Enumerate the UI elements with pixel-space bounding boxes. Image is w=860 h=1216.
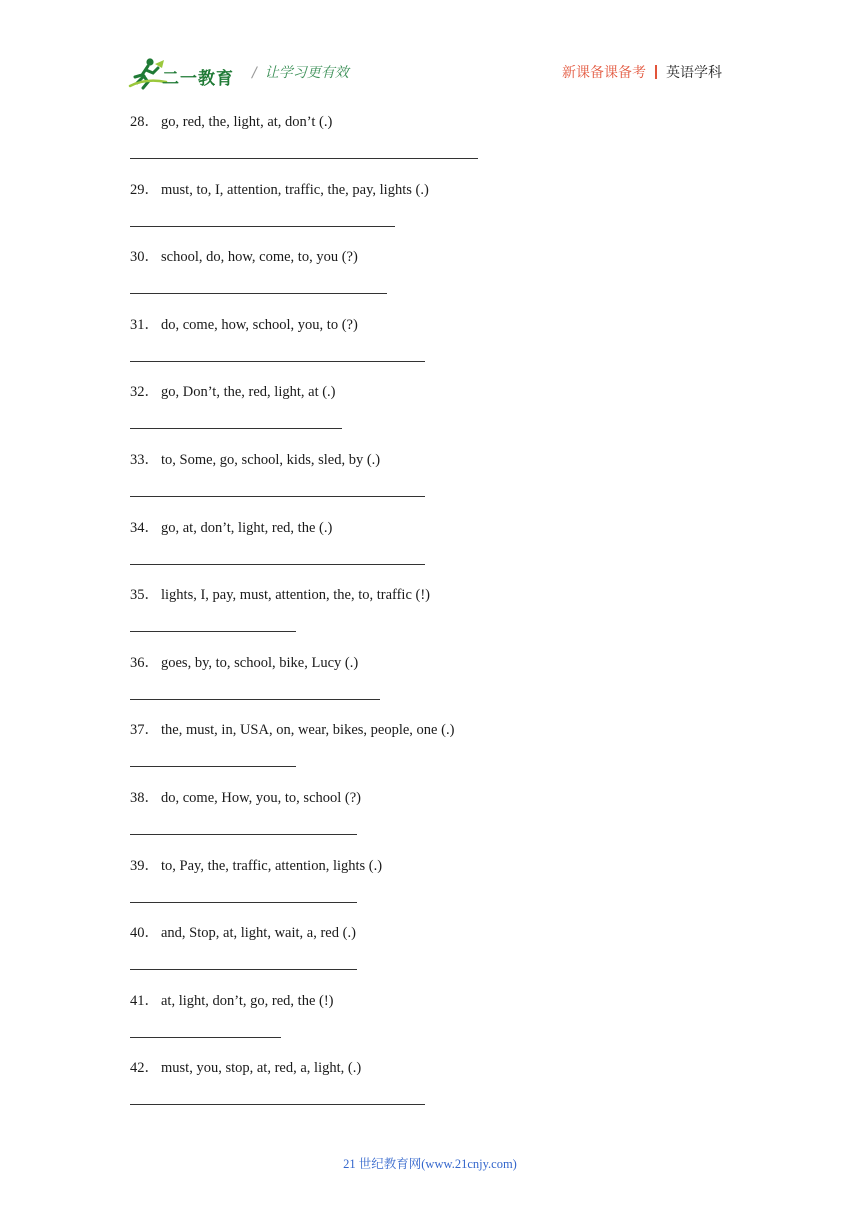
- question-prompt: [130, 857, 382, 875]
- answer-line[interactable]: [130, 834, 357, 835]
- header-right: [562, 62, 722, 82]
- question-item: [130, 583, 730, 651]
- question-words: school, do, how, come, to, you (?): [161, 249, 358, 266]
- question-number: 41．: [130, 992, 159, 1009]
- question-item: [130, 854, 730, 922]
- answer-line[interactable]: [130, 428, 342, 429]
- question-prompt: [130, 1059, 361, 1077]
- question-prompt: [130, 113, 332, 131]
- question-item: [130, 718, 730, 786]
- question-number: 34．: [130, 519, 159, 536]
- question-item: [130, 110, 730, 178]
- question-item: [130, 921, 730, 989]
- question-number: 39．: [130, 857, 159, 874]
- question-number: 38．: [130, 789, 159, 806]
- answer-line[interactable]: [130, 158, 478, 159]
- slash-divider: /: [252, 65, 257, 81]
- question-item: [130, 245, 730, 313]
- answer-line[interactable]: [130, 293, 387, 294]
- question-words: and, Stop, at, light, wait, a, red (.): [161, 925, 356, 942]
- brand-text: 新课备课备考: [562, 65, 646, 81]
- question-words: must, to, I, attention, traffic, the, pay, lights (.): [161, 181, 429, 198]
- question-prompt: [130, 248, 358, 266]
- question-prompt: [130, 992, 334, 1010]
- answer-line[interactable]: [130, 902, 357, 903]
- question-item: [130, 786, 730, 854]
- question-number: 28．: [130, 114, 159, 130]
- question-words: go, Don’t, the, red, light, at (.): [161, 384, 336, 401]
- question-prompt: [130, 654, 358, 672]
- question-words: go, at, don’t, light, red, the (.): [161, 519, 333, 536]
- answer-line[interactable]: [130, 226, 395, 227]
- slogan-text: 让学习更有效: [264, 65, 349, 81]
- question-prompt: [130, 789, 361, 807]
- slogan: [252, 62, 349, 82]
- question-item: [130, 516, 730, 584]
- answer-line[interactable]: [130, 361, 425, 362]
- question-words: do, come, How, you, to, school (?): [161, 789, 362, 806]
- question-words: go, red, the, light, at, don’t (.): [161, 114, 333, 130]
- answer-line[interactable]: [130, 1104, 425, 1105]
- logo-text: 二一教育: [162, 69, 234, 89]
- question-list: [130, 110, 730, 1124]
- page-footer: 21 世纪教育网(www.21cnjy.com): [343, 1157, 517, 1171]
- question-prompt: [130, 383, 336, 401]
- question-words: to, Some, go, school, kids, sled, by (.): [161, 451, 381, 468]
- question-item: [130, 313, 730, 381]
- page-header: [0, 0, 860, 100]
- question-item: [130, 178, 730, 246]
- question-number: 32．: [130, 384, 159, 401]
- vertical-divider: [655, 65, 657, 79]
- question-words: do, come, how, school, you, to (?): [161, 316, 358, 333]
- question-words: the, must, in, USA, on, wear, bikes, people, one (.): [161, 722, 455, 739]
- question-number: 31．: [130, 316, 159, 333]
- question-prompt: [130, 721, 454, 739]
- question-prompt: [130, 924, 356, 942]
- question-prompt: [130, 181, 429, 199]
- subject-text: 英语学科: [666, 65, 722, 81]
- question-number: 33．: [130, 451, 159, 468]
- answer-line[interactable]: [130, 1037, 281, 1038]
- question-words: goes, by, to, school, bike, Lucy (.): [161, 654, 359, 671]
- question-words: at, light, don’t, go, red, the (!): [161, 992, 334, 1009]
- answer-line[interactable]: [130, 564, 425, 565]
- question-prompt: [130, 316, 358, 334]
- question-prompt: [130, 519, 332, 537]
- answer-line[interactable]: [130, 496, 425, 497]
- question-number: 40．: [130, 925, 159, 942]
- question-number: 36．: [130, 654, 159, 671]
- question-words: lights, I, pay, must, attention, the, to, traffic (!): [161, 587, 430, 604]
- question-item: [130, 448, 730, 516]
- question-prompt: [130, 451, 380, 469]
- question-number: 35．: [130, 587, 159, 604]
- question-number: 29．: [130, 181, 159, 198]
- answer-line[interactable]: [130, 631, 296, 632]
- question-item: [130, 651, 730, 719]
- question-words: to, Pay, the, traffic, attention, lights (.): [161, 857, 383, 874]
- question-number: 30．: [130, 249, 159, 266]
- question-item: [130, 989, 730, 1057]
- logo: [128, 56, 240, 90]
- question-words: must, you, stop, at, red, a, light, (.): [161, 1060, 362, 1077]
- question-prompt: [130, 586, 430, 604]
- question-item: [130, 380, 730, 448]
- answer-line[interactable]: [130, 766, 296, 767]
- question-item: [130, 1056, 730, 1124]
- answer-line[interactable]: [130, 969, 357, 970]
- question-number: 37．: [130, 722, 159, 739]
- answer-line[interactable]: [130, 699, 380, 700]
- question-number: 42．: [130, 1060, 159, 1077]
